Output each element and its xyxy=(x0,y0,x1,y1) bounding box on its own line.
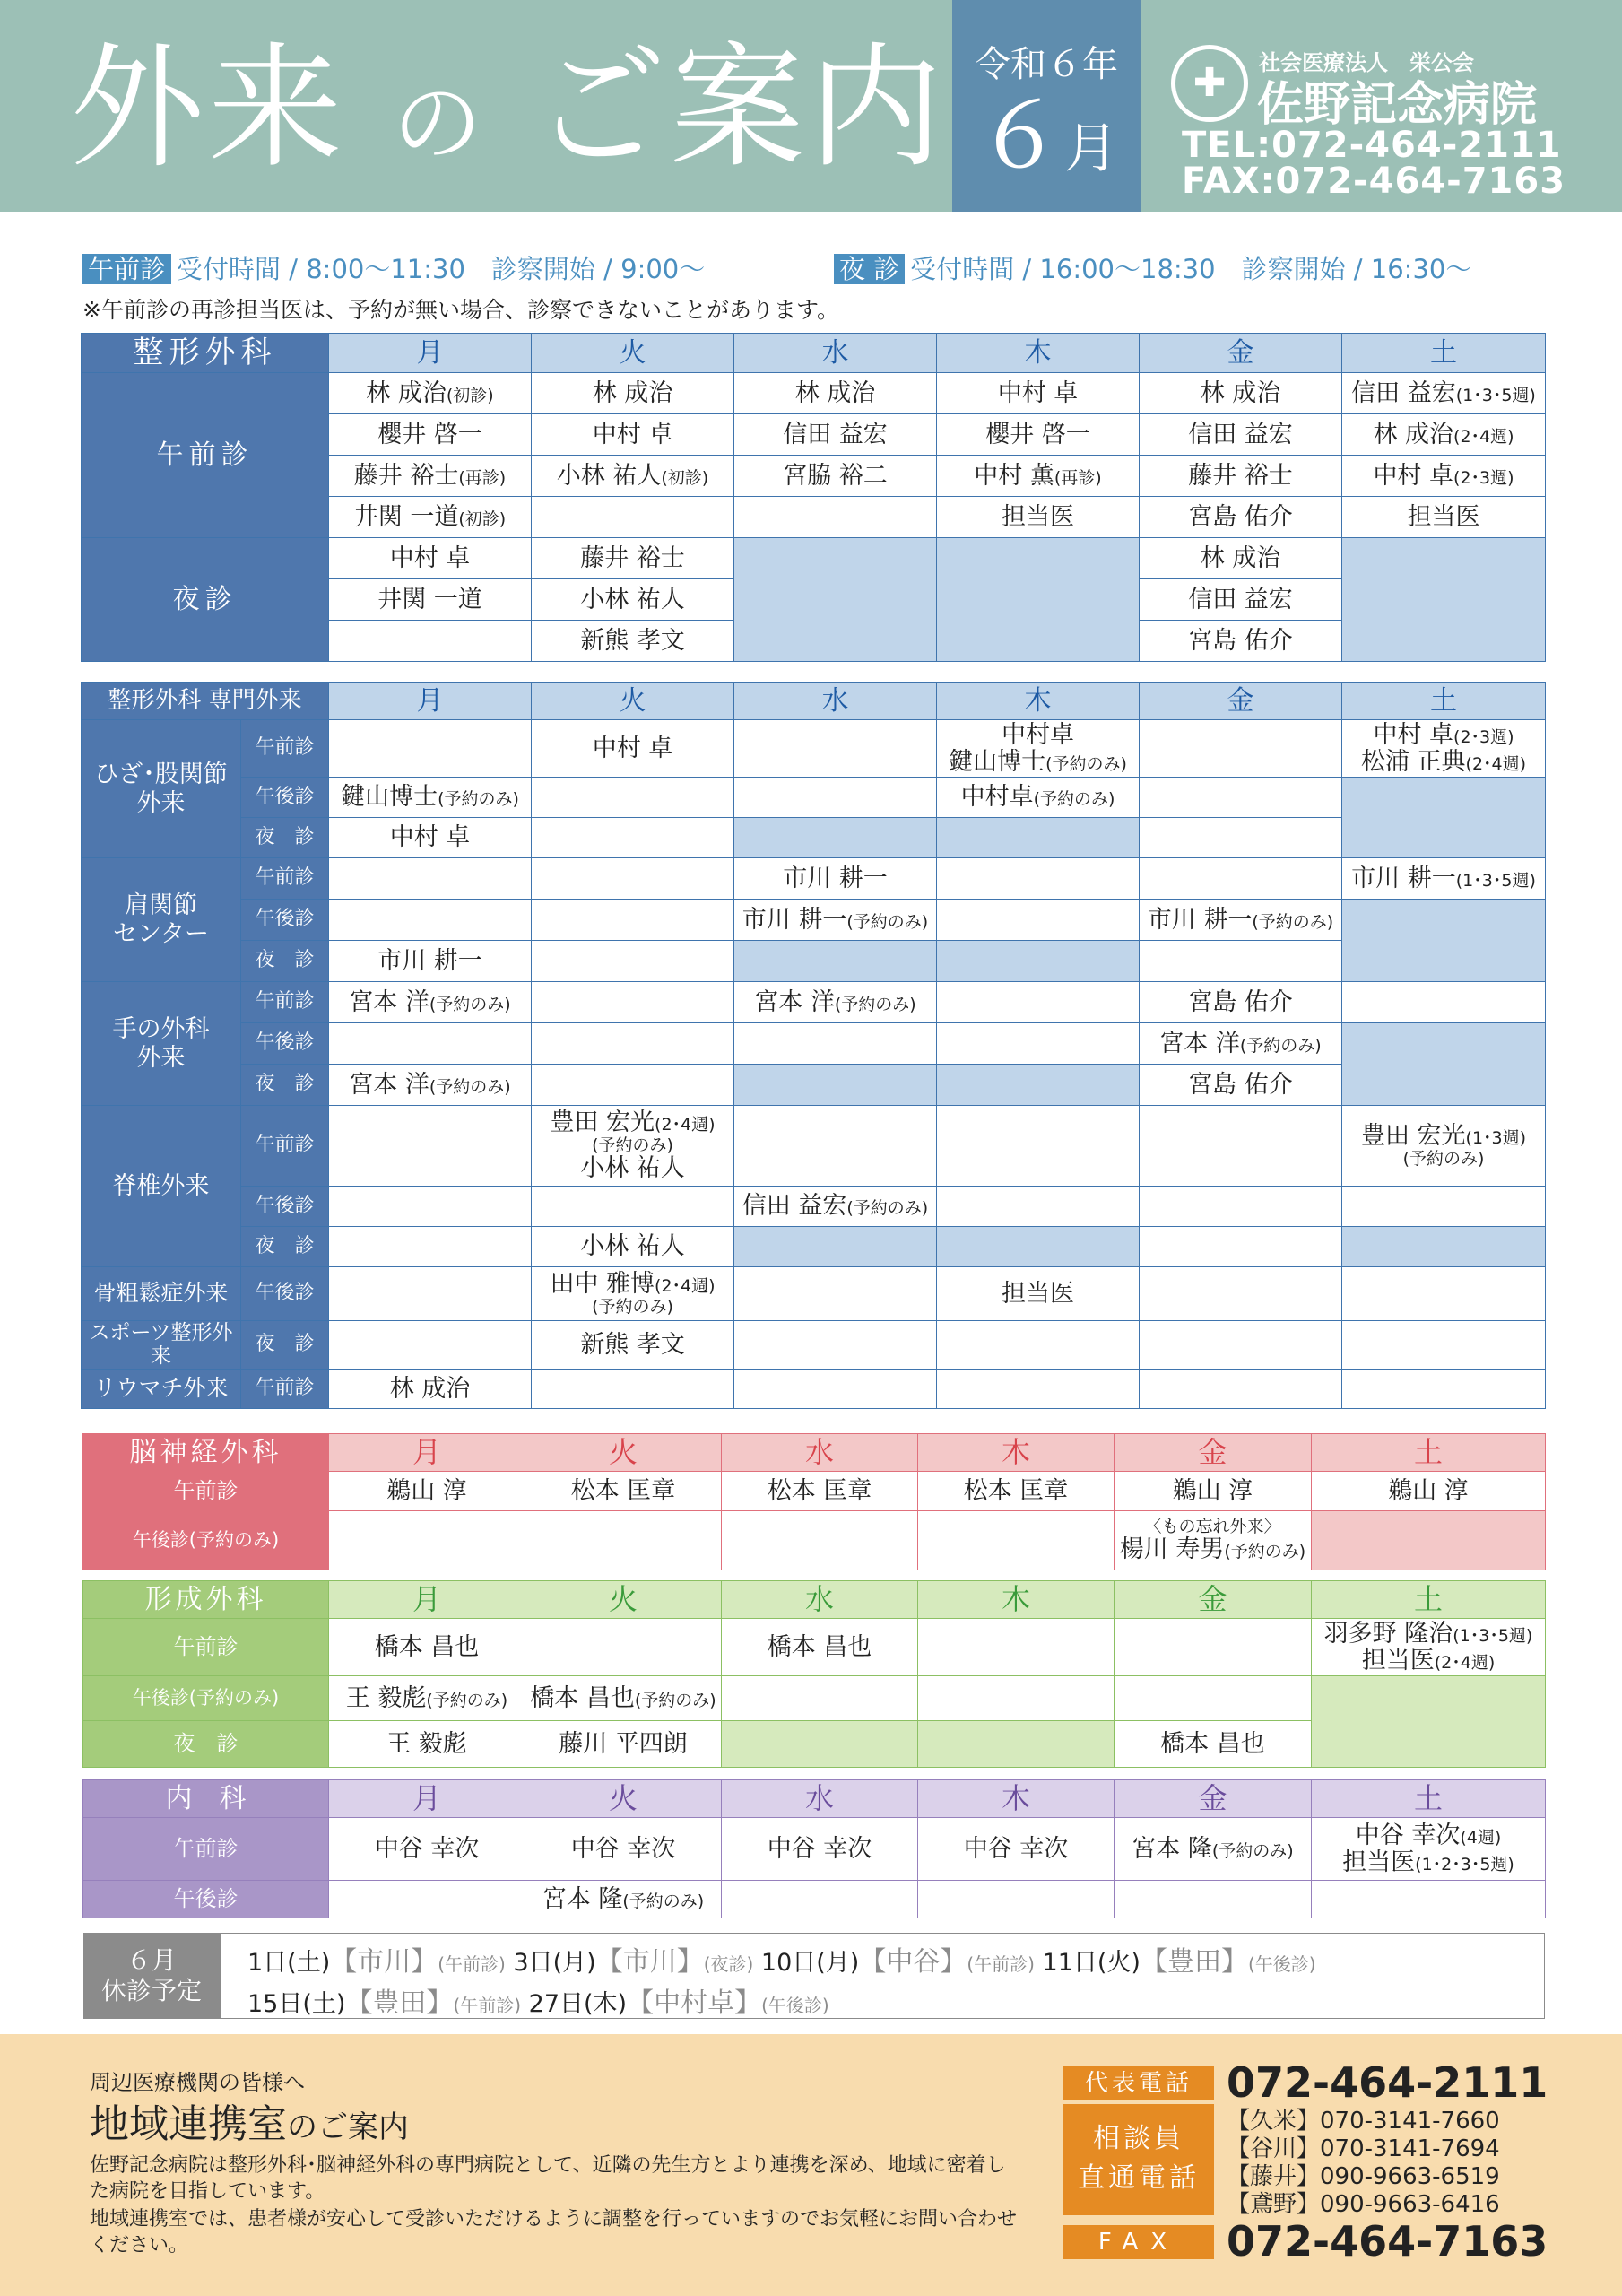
cell: 藤川 平四朗 xyxy=(525,1721,722,1768)
day-tue: 火 xyxy=(532,334,734,373)
cell xyxy=(329,1267,532,1321)
day-thu: 木 xyxy=(918,1780,1115,1818)
day-sat: 土 xyxy=(1312,1434,1546,1472)
cell: 宮本 隆(予約のみ) xyxy=(525,1881,722,1918)
ortho-cell xyxy=(329,621,532,662)
ortho-night-label: 夜診 xyxy=(82,538,329,662)
session-pm: 午後診 xyxy=(241,900,329,941)
cell xyxy=(532,982,734,1023)
ortho-cell xyxy=(734,497,937,538)
cell xyxy=(1115,1619,1312,1676)
cell xyxy=(1342,982,1546,1023)
cell: 市川 耕一 xyxy=(329,941,532,982)
cell xyxy=(532,1369,734,1408)
cell: 王 毅彪 xyxy=(329,1721,525,1768)
cell: 橋本 昌也(予約のみ) xyxy=(525,1676,722,1721)
neuro-am-label: 午前診 xyxy=(83,1472,329,1511)
cell xyxy=(918,1881,1115,1918)
cell xyxy=(937,1106,1140,1187)
footer-paragraph: 地域連携室では、患者様が安心して受診いただけるように調整を行っていますのでお気軽にお問い合わせください。 xyxy=(90,2208,1018,2257)
cell xyxy=(532,778,734,818)
cell xyxy=(722,1676,918,1721)
session-am: 午前診 xyxy=(241,858,329,900)
cell: 新熊 孝文 xyxy=(532,1321,734,1370)
cell xyxy=(329,1511,525,1570)
era-label: 令和６年 xyxy=(975,44,1118,85)
cell xyxy=(1115,1881,1312,1918)
cell xyxy=(329,1106,532,1187)
cell xyxy=(937,1187,1140,1227)
cell: 宮本 隆(予約のみ) xyxy=(1115,1818,1312,1881)
empty-cell xyxy=(722,1721,918,1768)
header-fax: FAX:072-464-7163 xyxy=(1182,161,1566,202)
day-mon: 月 xyxy=(329,1581,525,1619)
ortho-cell: 信田 益宏 xyxy=(1140,579,1342,621)
cell xyxy=(734,1369,937,1408)
consultant-phone: 【鳶野】090-9663-6416 xyxy=(1227,2191,1500,2218)
plastic-night-label: 夜 診 xyxy=(83,1721,329,1768)
cell: 王 毅彪(予約のみ) xyxy=(329,1676,525,1721)
cell: 鍵山博士(予約のみ) xyxy=(329,778,532,818)
cell: 田中 雅博(2･4週) (予約のみ) xyxy=(532,1267,734,1321)
day-thu: 木 xyxy=(937,683,1140,720)
day-tue: 火 xyxy=(532,683,734,720)
cell: 宮本 洋(予約のみ) xyxy=(329,982,532,1023)
fax-label: FAX xyxy=(1063,2225,1214,2259)
neuro-dept: 脳神経外科 xyxy=(83,1434,329,1472)
ortho-cell: 林 成治 xyxy=(1140,373,1342,414)
day-mon: 月 xyxy=(329,1434,525,1472)
cell xyxy=(532,941,734,982)
day-wed: 水 xyxy=(734,683,937,720)
cell: 橋本 昌也 xyxy=(1115,1721,1312,1768)
cell: 宮本 洋(予約のみ) xyxy=(734,982,937,1023)
cell: 市川 耕一(1･3･5週) xyxy=(1342,858,1546,900)
day-mon: 月 xyxy=(329,683,532,720)
rep-phone-label: 代表電話 xyxy=(1063,2066,1214,2100)
ortho-cell: 宮脇 裕二 xyxy=(734,456,937,497)
footer-paragraph: 佐野記念病院は整形外科･脳神経外科の専門病院として、近隣の先生方とより連携を深め、地域に密着した病院を目指しています。 xyxy=(90,2154,1006,2203)
cell xyxy=(1342,1267,1546,1321)
rep-phone-number: 072-464-2111 xyxy=(1227,2058,1548,2107)
cell: 市川 耕一(予約のみ) xyxy=(1140,900,1342,941)
day-thu: 木 xyxy=(918,1581,1115,1619)
ortho-cell: 櫻井 啓一 xyxy=(329,414,532,456)
day-mon: 月 xyxy=(329,334,532,373)
cell xyxy=(1140,858,1342,900)
empty-cell xyxy=(1312,1511,1546,1570)
cell xyxy=(329,900,532,941)
cell xyxy=(918,1676,1115,1721)
day-thu: 木 xyxy=(937,334,1140,373)
internal-pm-label: 午後診 xyxy=(83,1881,329,1918)
cell xyxy=(532,1023,734,1065)
session-am: 午前診 xyxy=(241,1369,329,1408)
month-badge xyxy=(952,0,1141,212)
cell xyxy=(918,1619,1115,1676)
footer-subtitle: 周辺医療機関の皆様へ xyxy=(90,2070,305,2095)
day-sat: 土 xyxy=(1342,334,1546,373)
ortho-cell: 宮島 佑介 xyxy=(1140,621,1342,662)
day-fri: 金 xyxy=(1140,683,1342,720)
day-tue: 火 xyxy=(525,1581,722,1619)
ortho-am-label: 午前診 xyxy=(82,373,329,538)
ortho-cell: 林 成治 xyxy=(1140,538,1342,579)
ortho-cell: 中村 卓 xyxy=(937,373,1140,414)
ortho-cell: 新熊 孝文 xyxy=(532,621,734,662)
empty-cell xyxy=(937,941,1140,982)
cell: 〈もの忘れ外来〉 楊川 寿男(予約のみ) xyxy=(1115,1511,1312,1570)
day-fri: 金 xyxy=(1115,1434,1312,1472)
session-pm: 午後診 xyxy=(241,1023,329,1065)
cell: 中村 卓(2･3週) 松浦 正典(2･4週) xyxy=(1342,720,1546,778)
empty-cell xyxy=(734,538,937,662)
day-tue: 火 xyxy=(525,1434,722,1472)
session-pm: 午後診 xyxy=(241,1187,329,1227)
cell xyxy=(734,720,937,778)
ortho-cell: 担当医 xyxy=(937,497,1140,538)
session-night: 夜 診 xyxy=(241,818,329,858)
cell: 中谷 幸次 xyxy=(329,1818,525,1881)
specialty-table xyxy=(81,682,1546,1409)
ortho-cell: 中村 薫(再診) xyxy=(937,456,1140,497)
cell xyxy=(937,858,1140,900)
night-hours: 夜 診 受付時間 / 16:00〜18:30 診察開始 / 16:30〜 xyxy=(834,249,1471,286)
month-label: ６月 xyxy=(975,83,1118,188)
ortho-cell: 中村 卓 xyxy=(532,414,734,456)
cell: 中村卓 鍵山博士(予約のみ) xyxy=(937,720,1140,778)
empty-cell xyxy=(937,818,1140,858)
hand-clinic-label: 手の外科 外来 xyxy=(82,982,241,1106)
day-fri: 金 xyxy=(1115,1780,1312,1818)
day-wed: 水 xyxy=(722,1581,918,1619)
page-title: 外来 の ご案内 xyxy=(70,30,947,187)
day-mon: 月 xyxy=(329,1780,525,1818)
cell xyxy=(532,858,734,900)
hospital-logo-icon: ✚ xyxy=(1171,45,1248,122)
consultant-phone: 【久米】070-3141-7660 xyxy=(1227,2108,1500,2135)
cell: 宮本 洋(予約のみ) xyxy=(329,1065,532,1106)
cell xyxy=(937,1023,1140,1065)
day-wed: 水 xyxy=(722,1780,918,1818)
cell xyxy=(1342,1187,1546,1227)
empty-cell xyxy=(1342,778,1546,858)
ortho-cell: 信田 益宏(1･3･5週) xyxy=(1342,373,1546,414)
spine-clinic-label: 脊椎外来 xyxy=(82,1106,241,1267)
ortho-cell: 信田 益宏 xyxy=(1140,414,1342,456)
cell xyxy=(329,858,532,900)
cell: 松本 匡章 xyxy=(918,1472,1115,1511)
specialty-dept: 整形外科 専門外来 xyxy=(82,683,329,720)
am-hours: 午前診 受付時間 / 8:00〜11:30 診察開始 / 9:00〜 xyxy=(82,249,705,286)
cell: 橋本 昌也 xyxy=(722,1619,918,1676)
cell xyxy=(722,1881,918,1918)
day-tue: 火 xyxy=(525,1780,722,1818)
cell xyxy=(329,720,532,778)
cell xyxy=(1140,1369,1342,1408)
session-am: 午前診 xyxy=(241,720,329,778)
cell xyxy=(1140,720,1342,778)
cell xyxy=(1140,941,1342,982)
sports-clinic-label: スポーツ整形外来 xyxy=(82,1321,241,1370)
consultant-phone: 【藤井】090-9663-6519 xyxy=(1227,2163,1500,2190)
ortho-cell: 井関 一道(初診) xyxy=(329,497,532,538)
cell: 宮本 洋(予約のみ) xyxy=(1140,1023,1342,1065)
cell: 鵜山 淳 xyxy=(1115,1472,1312,1511)
fax-number: 072-464-7163 xyxy=(1227,2217,1548,2266)
closure-row: 15日(土)【豊田】(午前診) 27日(木)【中村卓】(午後診) xyxy=(247,1987,829,2019)
cell: 宮島 佑介 xyxy=(1140,1065,1342,1106)
cell: 豊田 宏光(2･4週) (予約のみ) 小林 祐人 xyxy=(532,1106,734,1187)
internal-am-label: 午前診 xyxy=(83,1818,329,1881)
neuro-pm-label: 午後診(予約のみ) xyxy=(83,1511,329,1570)
cell xyxy=(329,1023,532,1065)
cell xyxy=(329,1187,532,1227)
empty-cell xyxy=(734,1065,937,1106)
ortho-cell: 藤井 裕士 xyxy=(532,538,734,579)
hospital-name: 佐野記念病院 xyxy=(1257,78,1538,132)
empty-cell xyxy=(734,1227,937,1267)
session-night: 夜 診 xyxy=(241,1321,329,1370)
cell xyxy=(918,1511,1115,1570)
osteo-clinic-label: 骨粗鬆症外来 xyxy=(82,1267,241,1321)
ortho-cell: 宮島 佑介 xyxy=(1140,497,1342,538)
cell xyxy=(1140,1227,1342,1267)
footer-title: 地域連携室のご案内 xyxy=(90,2101,409,2147)
cell: 林 成治 xyxy=(329,1369,532,1408)
cell: 市川 耕一 xyxy=(734,858,937,900)
cell xyxy=(1342,1321,1546,1370)
cell: 信田 益宏(予約のみ) xyxy=(734,1187,937,1227)
cell: 小林 祐人 xyxy=(532,1227,734,1267)
cell: 橋本 昌也 xyxy=(329,1619,525,1676)
ortho-cell: 中村 卓(2･3週) xyxy=(1342,456,1546,497)
ortho-table xyxy=(81,333,1546,662)
cell: 中村 卓 xyxy=(532,720,734,778)
day-sat: 土 xyxy=(1312,1581,1546,1619)
ortho-cell: 井関 一道 xyxy=(329,579,532,621)
cell xyxy=(734,778,937,818)
cell xyxy=(734,1106,937,1187)
cell xyxy=(734,1267,937,1321)
cell: 中谷 幸次 xyxy=(525,1818,722,1881)
cell xyxy=(532,900,734,941)
cell: 羽多野 隆治(1･3･5週) 担当医(2･4週) xyxy=(1312,1619,1546,1676)
day-sat: 土 xyxy=(1312,1780,1546,1818)
cell: 市川 耕一(予約のみ) xyxy=(734,900,937,941)
plastic-pm-label: 午後診(予約のみ) xyxy=(83,1676,329,1721)
ortho-cell: 林 成治 xyxy=(734,373,937,414)
internal-dept: 内 科 xyxy=(83,1780,329,1818)
ortho-cell: 櫻井 啓一 xyxy=(937,414,1140,456)
internal-table xyxy=(82,1779,1546,1918)
cell: 鵜山 淳 xyxy=(1312,1472,1546,1511)
cell xyxy=(937,1321,1140,1370)
corp-name: 社会医療法人 栄公会 xyxy=(1259,50,1474,75)
ortho-dept: 整形外科 xyxy=(82,334,329,373)
cell xyxy=(734,1023,937,1065)
cell xyxy=(937,982,1140,1023)
plastic-table xyxy=(82,1580,1546,1768)
day-fri: 金 xyxy=(1140,334,1342,373)
closure-row: 1日(土)【市川】(午前診) 3日(月)【市川】(夜診) 10日(月)【中谷】(午前診) 11日(火)【豊田】(午後診) xyxy=(247,1946,1316,1978)
ortho-cell: 中村 卓 xyxy=(329,538,532,579)
cell: 豊田 宏光(1･3週) (予約のみ) xyxy=(1342,1106,1546,1187)
cell: 担当医 xyxy=(937,1267,1140,1321)
consultant-phone-label: 相談員 直通電話 xyxy=(1063,2104,1214,2215)
cell xyxy=(937,900,1140,941)
cell: 中村 卓 xyxy=(329,818,532,858)
ortho-cell: 小林 祐人 xyxy=(532,579,734,621)
day-wed: 水 xyxy=(722,1434,918,1472)
rheum-clinic-label: リウマチ外来 xyxy=(82,1369,241,1408)
cell xyxy=(722,1511,918,1570)
cell xyxy=(329,1227,532,1267)
cell: 中村卓(予約のみ) xyxy=(937,778,1140,818)
cell xyxy=(532,1187,734,1227)
cell xyxy=(1140,778,1342,818)
empty-cell xyxy=(734,941,937,982)
day-wed: 水 xyxy=(734,334,937,373)
session-night: 夜 診 xyxy=(241,941,329,982)
cell: 松本 匡章 xyxy=(525,1472,722,1511)
day-sat: 土 xyxy=(1342,683,1546,720)
empty-cell xyxy=(937,538,1140,662)
ortho-cell: 信田 益宏 xyxy=(734,414,937,456)
cell xyxy=(532,818,734,858)
cell xyxy=(1342,1369,1546,1408)
cell xyxy=(1140,1106,1342,1187)
closure-schedule xyxy=(220,1933,1545,2019)
cell xyxy=(525,1511,722,1570)
shoulder-center-label: 肩関節 センター xyxy=(82,858,241,982)
session-night: 夜 診 xyxy=(241,1065,329,1106)
empty-cell xyxy=(1342,538,1546,662)
empty-cell xyxy=(734,818,937,858)
empty-cell xyxy=(1312,1676,1546,1768)
cell xyxy=(1312,1881,1546,1918)
consultant-phone: 【谷川】070-3141-7694 xyxy=(1227,2135,1500,2162)
cell xyxy=(1140,1267,1342,1321)
ortho-cell: 担当医 xyxy=(1342,497,1546,538)
day-thu: 木 xyxy=(918,1434,1115,1472)
cell: 宮島 佑介 xyxy=(1140,982,1342,1023)
day-fri: 金 xyxy=(1115,1581,1312,1619)
session-night: 夜 診 xyxy=(241,1227,329,1267)
session-pm: 午後診 xyxy=(241,1267,329,1321)
plastic-dept: 形成外科 xyxy=(83,1581,329,1619)
empty-cell xyxy=(1342,900,1546,982)
empty-cell xyxy=(1342,1227,1546,1267)
knee-clinic-label: ひざ･股関節 外来 xyxy=(82,720,241,858)
ortho-cell: 藤井 裕士 xyxy=(1140,456,1342,497)
ortho-cell: 林 成治 xyxy=(532,373,734,414)
empty-cell xyxy=(918,1721,1115,1768)
neuro-table xyxy=(82,1433,1546,1570)
session-am: 午前診 xyxy=(241,1106,329,1187)
session-pm: 午後診 xyxy=(241,778,329,818)
ortho-cell: 林 成治(2･4週) xyxy=(1342,414,1546,456)
ortho-cell xyxy=(532,497,734,538)
cell: 中谷 幸次(4週) 担当医(1･2･3･5週) xyxy=(1312,1818,1546,1881)
notice-text: ※午前診の再診担当医は、予約が無い場合、診察できないことがあります。 xyxy=(82,297,839,323)
session-am: 午前診 xyxy=(241,982,329,1023)
cell xyxy=(329,1881,525,1918)
ortho-cell: 小林 祐人(初診) xyxy=(532,456,734,497)
cell xyxy=(1115,1676,1312,1721)
cell xyxy=(734,1321,937,1370)
cell: 松本 匡章 xyxy=(722,1472,918,1511)
cell: 鵜山 淳 xyxy=(329,1472,525,1511)
cell: 中谷 幸次 xyxy=(722,1818,918,1881)
cell xyxy=(329,1321,532,1370)
ortho-cell: 藤井 裕士(再診) xyxy=(329,456,532,497)
cell xyxy=(1140,1321,1342,1370)
cell xyxy=(1140,1187,1342,1227)
cell: 中谷 幸次 xyxy=(918,1818,1115,1881)
closure-label: ６月 休診予定 xyxy=(83,1933,220,2019)
cell xyxy=(1140,818,1342,858)
empty-cell xyxy=(1342,1023,1546,1106)
cell xyxy=(937,1369,1140,1408)
empty-cell xyxy=(937,1065,1140,1106)
ortho-cell: 林 成治(初診) xyxy=(329,373,532,414)
header-tel: TEL:072-464-2111 xyxy=(1182,125,1562,166)
cell xyxy=(525,1619,722,1676)
cell xyxy=(532,1065,734,1106)
plastic-am-label: 午前診 xyxy=(83,1619,329,1676)
empty-cell xyxy=(937,1227,1140,1267)
